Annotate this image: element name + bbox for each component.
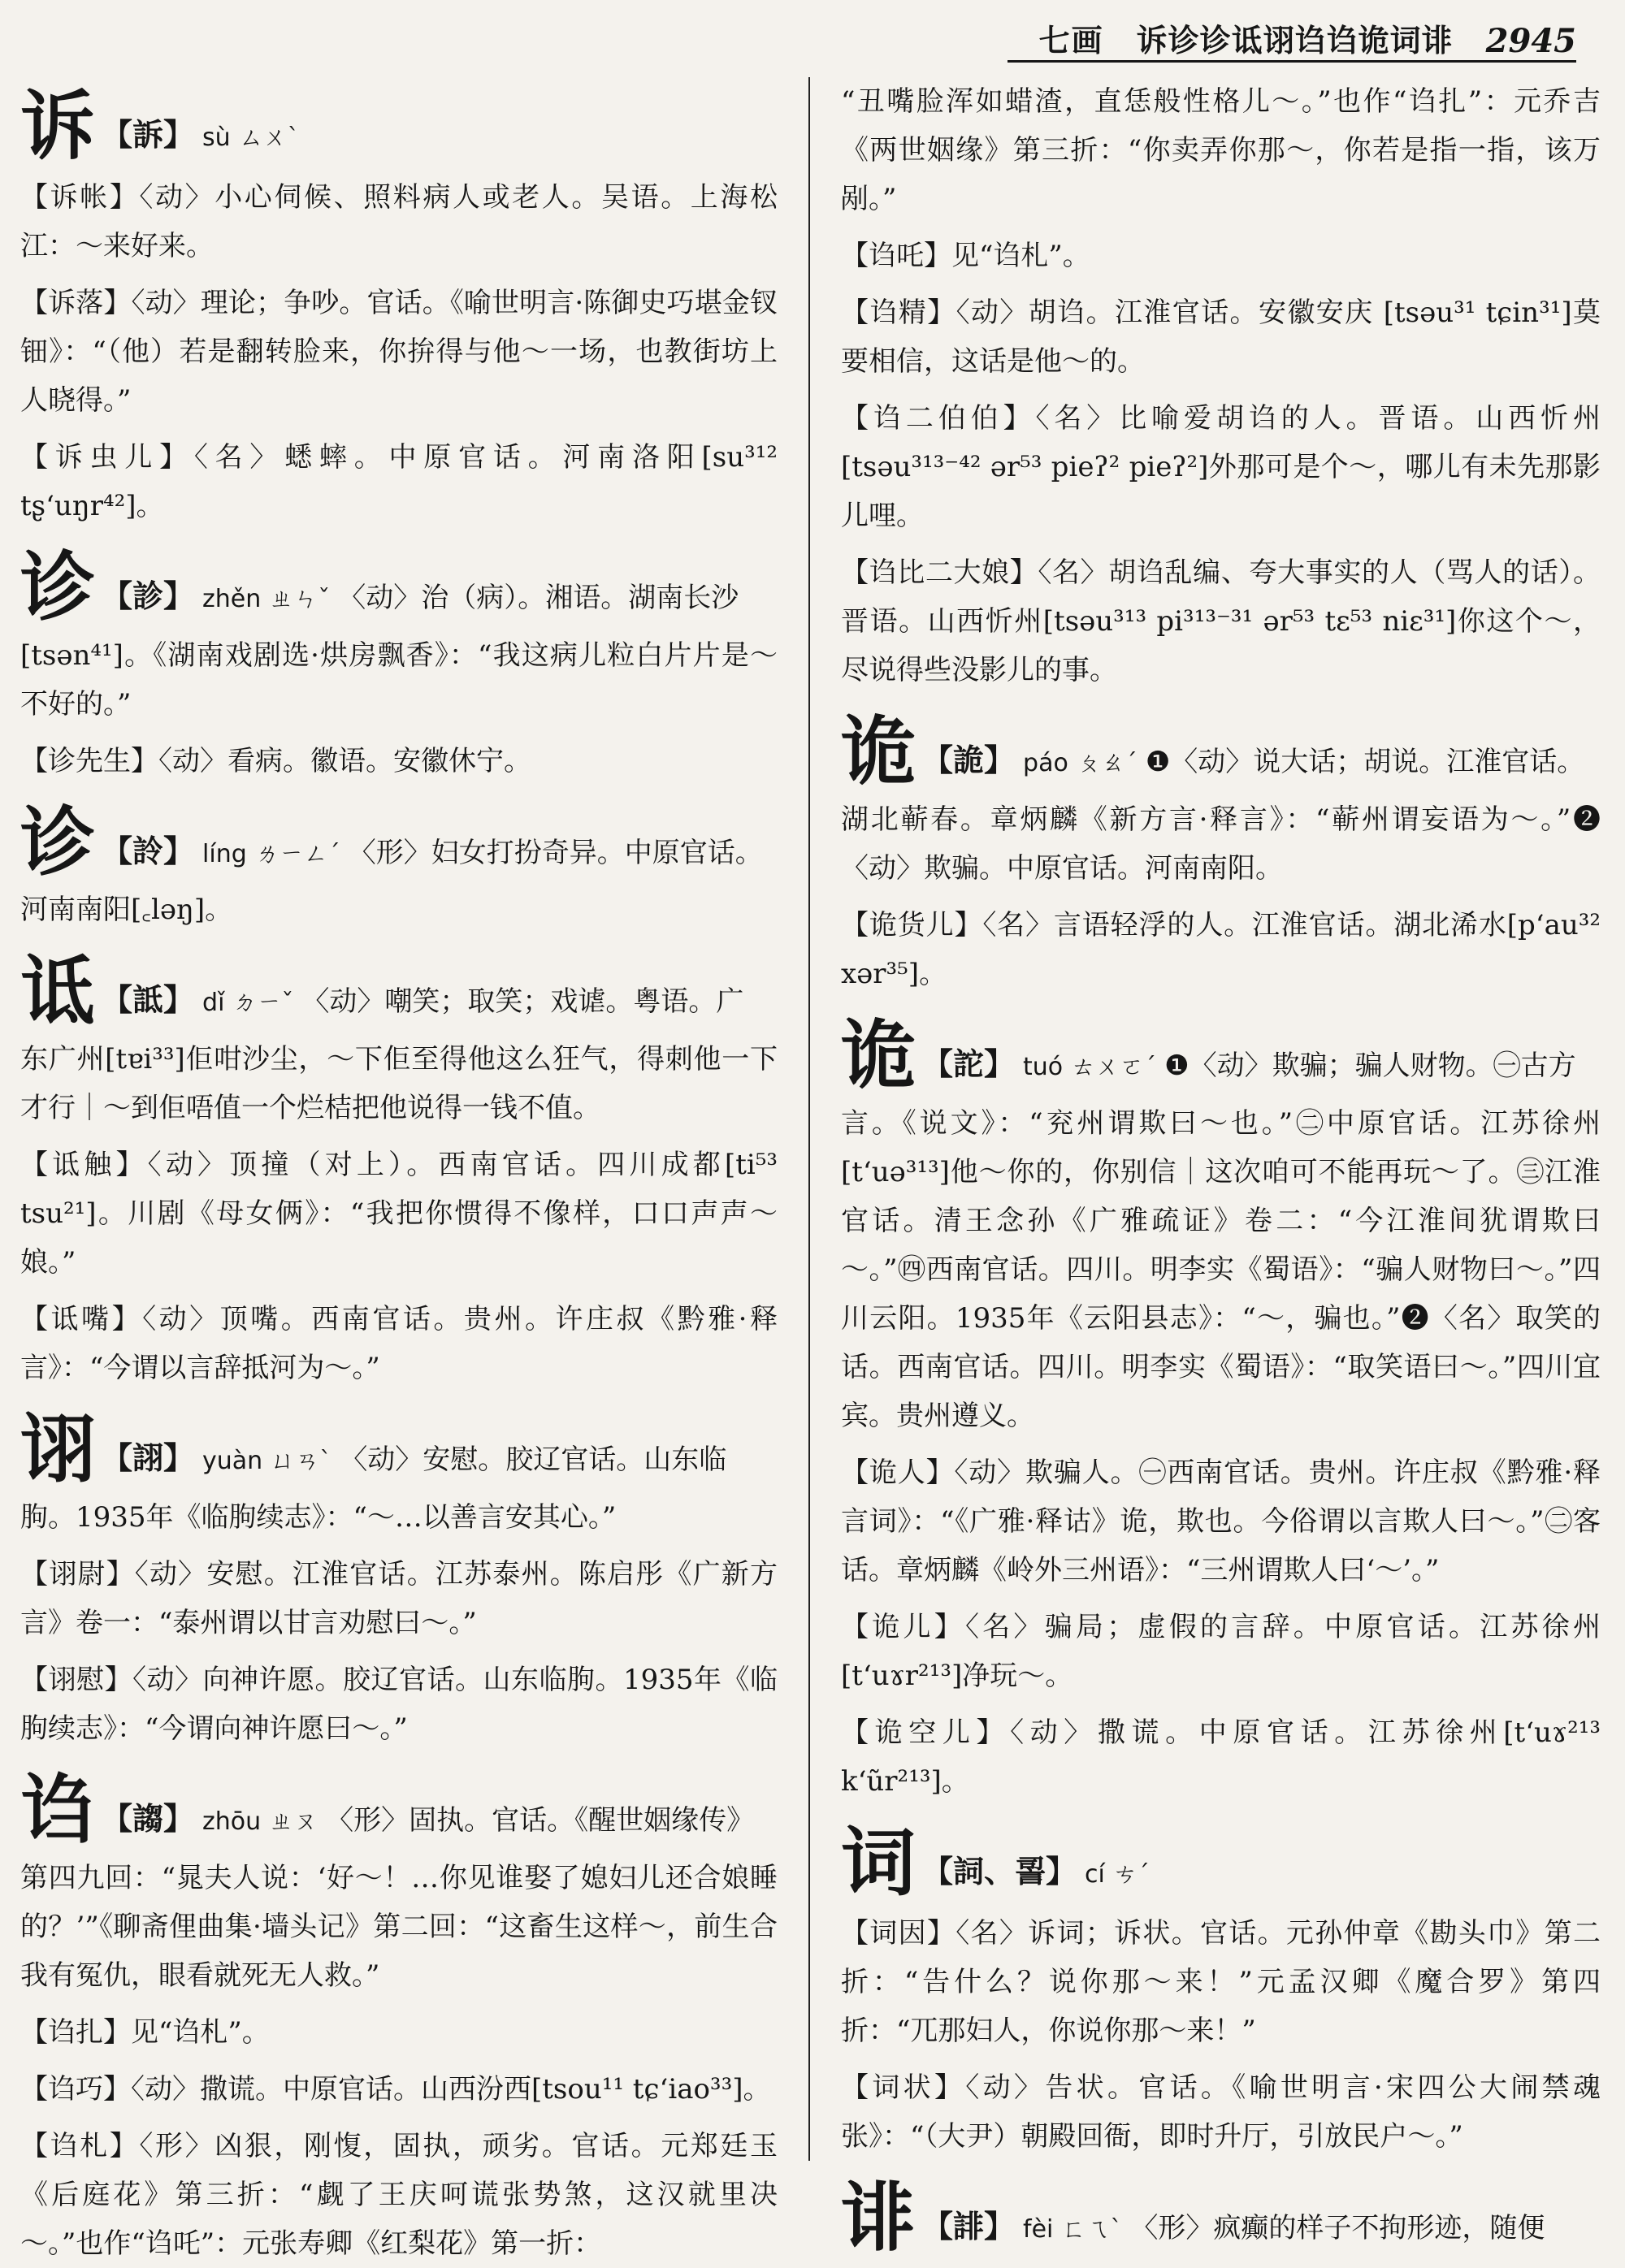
headword-definition: 〈动〉安慰。胶辽官话。山东临 — [340, 1443, 727, 1477]
traditional-form: 【詭】 — [922, 742, 1016, 778]
dictionary-entry: 【诌精】〈动〉胡诌。江淮官话。安徽安庆 [tsəu³¹ tɕin³¹]莫要相信，这话是他～的。 — [841, 296, 1601, 378]
dictionary-entry: 【诡货儿】〈名〉言语轻浮的人。江淮官话。湖北浠水[p‘au³² xər³⁵]。 — [841, 908, 1601, 990]
section-label: 七画 — [1038, 23, 1104, 58]
traditional-form: 【詅】 — [102, 832, 195, 869]
left-column — [20, 77, 778, 2260]
pinyin: sù — [202, 123, 231, 152]
headword-block — [841, 1814, 1601, 1907]
zhuyin: ㄩㄢˋ — [271, 1447, 332, 1476]
zhuyin: ㄊㄨㄛˊ — [1071, 1052, 1157, 1081]
dictionary-entry: 【诌巧】〈动〉撒谎。中原官话。山西汾西[tsou¹¹ tɕ‘iao³³]。 — [20, 2072, 771, 2106]
dictionary-entry: 【诌札】〈形〉凶狠，刚愎，固执，顽劣。官话。元郑廷玉《后庭花》第三折：“觑了王庆呵谎张势煞，这汉就里决～。”也作“诌吒”：元张寿卿《红梨花》第一折： — [20, 2129, 778, 2260]
headword-definition: 〈形〉妇女打扮奇异。中原官话。 — [348, 836, 763, 869]
headword-char: 词 — [841, 1819, 916, 1907]
entry-continuation: 湖北蕲春。章炳麟《新方言·释言》：“蕲州谓妄语为～。”❷〈动〉欺骗。中原官话。河南南阳。 — [841, 803, 1601, 885]
headword-block — [20, 942, 778, 1035]
headword-char: 诡 — [841, 708, 916, 795]
entry-continuation: 第四九回：“晁夫人说：‘好～！…你见谁娶了媳妇儿还合娘睡的？’”《聊斋俚曲集·墙头记》第二回：“这畜生这样～，前生合我有冤仇，眼看就死无人救。” — [20, 1861, 778, 1992]
entry-continuation: 河南南阳[꜀ləŋ]。 — [20, 894, 233, 927]
headword-block — [20, 1400, 778, 1493]
dictionary-entry: 【诋触】〈动〉顶撞（对上）。西南官话。四川成都[ti⁵³ tsu²¹]。川剧《母女俩》：“我把你惯得不像样，口口声声～娘。” — [20, 1149, 778, 1279]
dictionary-entry: 【诊先生】〈动〉看病。徽语。安徽休宁。 — [20, 744, 531, 777]
zhuyin: ㄓㄡ — [269, 1807, 318, 1836]
pinyin: zhěn — [202, 584, 262, 613]
headword-block — [841, 703, 1601, 795]
right-column — [841, 77, 1601, 2262]
dictionary-entry: 【诩尉】〈动〉安慰。江淮官话。江苏泰州。陈启彤《广新方言》卷一：“泰州谓以甘言劝慰曰～。” — [20, 1557, 778, 1639]
dictionary-entry: 【诌二伯伯】〈名〉比喻爱胡诌的人。晋语。山西忻州[tsəu³¹³⁻⁴² ər⁵³ pieʔ² pieʔ²]外那可是个～，哪儿有未先那影儿哩。 — [841, 402, 1601, 532]
entry-continuation: 东广州[tɐi³³]佢咁沙尘，～下佢至得他这么狂气，得刺他一下才行｜～到佢唔值一个烂桔把他说得一钱不值。 — [20, 1043, 778, 1125]
pinyin: líng — [202, 839, 247, 868]
dictionary-entry: 【词因】〈名〉诉词；诉状。官话。元孙仲章《勘头巾》第二折：“告什么？说你那～来！”元孟汉卿《魔合罗》第四折：“兀那妇人，你说你那～来！” — [841, 1917, 1601, 2048]
zhuyin: ㄉㄧˇ — [232, 989, 294, 1018]
headword-char: 诽 — [841, 2175, 916, 2262]
headword-definition: 〈动〉治（病）。湘语。湖南长沙 — [338, 581, 739, 614]
zhuyin: ㄓㄣˇ — [269, 584, 331, 613]
headword-definition: ❶〈动〉说大话；胡说。江淮官话。 — [1145, 746, 1585, 778]
headword-block — [841, 1006, 1601, 1099]
headword-block — [20, 77, 778, 170]
entry-continuation: 言。《说文》：“兖州谓欺曰～也。”㊁中原官话。江苏徐州[t‘uə³¹³]他～你的，你别信｜这次咱可不能再玩～了。㊂江淮官话。清王念孙《广雅疏证》卷二：“今江淮间犹谓欺曰～。”㊃西南官话。四川。明李实《蜀语》：“骗人财物曰～。”四川云阳。1935年《云阳县志》：“～，骗也。”❷〈名〉取笑的话。西南官话。四川。明李实《蜀语》：“取笑语曰～。”四川宜宾。贵州遵义。 — [841, 1106, 1601, 1432]
pinyin: cí — [1085, 1859, 1105, 1889]
entry-continuation: “丑嘴脸浑如蜡渣，直恁般性格儿～。”也作“诌扎”：元乔吉《两世姻缘》第三折：“你卖弄你那～，你若是指一指，该万剐。” — [841, 85, 1601, 215]
entry-continuation: 朐。1935年《临朐续志》：“～…以善言安其心。” — [20, 1500, 617, 1534]
column-divider — [808, 77, 810, 2161]
headword-block — [20, 794, 778, 886]
headword-char: 诡 — [841, 1011, 916, 1099]
headword-char: 诊 — [20, 799, 96, 886]
zhuyin: ㄙㄨˋ — [238, 123, 300, 152]
zhuyin: ㄌㄧㄥˊ — [254, 839, 340, 868]
headword-definition: ❶〈动〉欺骗；骗人财物。㊀古方 — [1164, 1049, 1576, 1082]
pinyin: tuó — [1023, 1052, 1064, 1081]
zhuyin: ㄘˊ — [1112, 1859, 1150, 1889]
page-header — [1008, 10, 1576, 63]
pinyin: dǐ — [202, 989, 225, 1018]
traditional-form: 【詡】 — [102, 1439, 195, 1477]
pinyin: fèi — [1023, 2215, 1054, 2244]
page-number: 2945 — [1485, 22, 1576, 60]
entry-continuation: [tsən⁴¹]。《湖南戏剧选·烘房飘香》：“我这病儿粒白片片是～不好的。” — [20, 638, 778, 721]
headword-block — [20, 1761, 778, 1854]
traditional-form: 【詞、䛐】 — [922, 1852, 1077, 1889]
pinyin: zhōu — [202, 1807, 262, 1836]
headword-definition: 〈动〉嘲笑；取笑；戏谑。粤语。广 — [301, 985, 744, 1019]
dictionary-entry: 【诌扎】见“诌札”。 — [20, 2015, 270, 2049]
dictionary-entry: 【诡儿】〈名〉骗局；虚假的言辞。中原官话。江苏徐州[t‘uɤr²¹³]净玩～。 — [841, 1610, 1601, 1692]
headword-char: 诩 — [20, 1406, 96, 1494]
dictionary-entry: 【诉虫儿】〈名〉蟋蟀。中原官话。河南洛阳[su³¹² tʂ‘uŋr⁴²]。 — [20, 440, 778, 522]
header-words: 诉诊诊诋诩诌诌诡词诽 — [1136, 23, 1454, 58]
headword-definition: 〈形〉固执。官话。《醒世姻缘传》 — [326, 1803, 755, 1837]
traditional-form: 【診】 — [102, 577, 195, 614]
dictionary-entry: 【诉落】〈动〉理论；争吵。官话。《喻世明言·陈御史巧堪金钗钿》：“（他）若是翻转脸来，你拚得与他～一场，也教街坊上人晓得。” — [20, 286, 778, 417]
dictionary-entry: 【诋嘴】〈动〉顶嘴。西南官话。贵州。许庄叔《黔雅·释言》：“今谓以言辞抵河为～。” — [20, 1303, 778, 1385]
headword-char: 诉 — [20, 83, 96, 170]
pinyin: páo — [1023, 749, 1068, 777]
dictionary-entry: 【诩慰】〈动〉向神许愿。胶辽官话。山东临朐。1935年《临朐续志》：“今谓向神许愿曰～。” — [20, 1663, 778, 1745]
headword-block — [20, 539, 778, 631]
zhuyin: ㄆㄠˊ — [1076, 749, 1138, 777]
traditional-form: 【誹】 — [922, 2208, 1016, 2245]
zhuyin: ㄈㄟˋ — [1061, 2215, 1123, 2244]
dictionary-entry: 【诡人】〈动〉欺骗人。㊀西南官话。贵州。许庄叔《黔雅·释言词》：“《广雅·释诂》诡，欺也。今俗谓以言欺人曰～。”㊁客话。章炳麟《岭外三州语》：“三州谓欺人曰‘～’。” — [841, 1456, 1601, 1586]
dictionary-entry: 【诡空儿】〈动〉撒谎。中原官话。江苏徐州[t‘uɤ²¹³ k‘ũr²¹³]。 — [841, 1716, 1601, 1798]
headword-block — [841, 2169, 1601, 2262]
headword-definition: 〈形〉疯癫的样子不拘形迹，随便 — [1130, 2212, 1545, 2245]
headword-char: 诌 — [20, 1766, 96, 1854]
headword-char: 诊 — [20, 543, 96, 631]
dictionary-entry: 【诌比二大娘】〈名〉胡诌乱编、夸大事实的人（骂人的话）。晋语。山西忻州[tsəu³¹³ pi³¹³⁻³¹ ər⁵³ tɛ⁵³ niɛ³¹]你这个～，尽说得些没影儿的事。 — [841, 556, 1601, 686]
headword-char: 诋 — [20, 948, 96, 1036]
traditional-form: 【詑】 — [922, 1045, 1016, 1082]
traditional-form: 【詆】 — [102, 981, 195, 1019]
dictionary-entry: 【词状】〈动〉告状。官话。《喻世明言·宋四公大闹禁魂张》：“（大尹）朝殿回衙，即时升厅，引放民户～。” — [841, 2071, 1601, 2153]
pinyin: yuàn — [202, 1447, 263, 1476]
dictionary-entry: 【诌吒】见“诌札”。 — [841, 240, 1090, 272]
traditional-form: 【訴】 — [102, 116, 195, 153]
traditional-form: 【謅】 — [102, 1799, 195, 1837]
dictionary-entry: 【诉帐】〈动〉小心伺候、照料病人或老人。吴语。上海松江：～来好来。 — [20, 180, 778, 262]
